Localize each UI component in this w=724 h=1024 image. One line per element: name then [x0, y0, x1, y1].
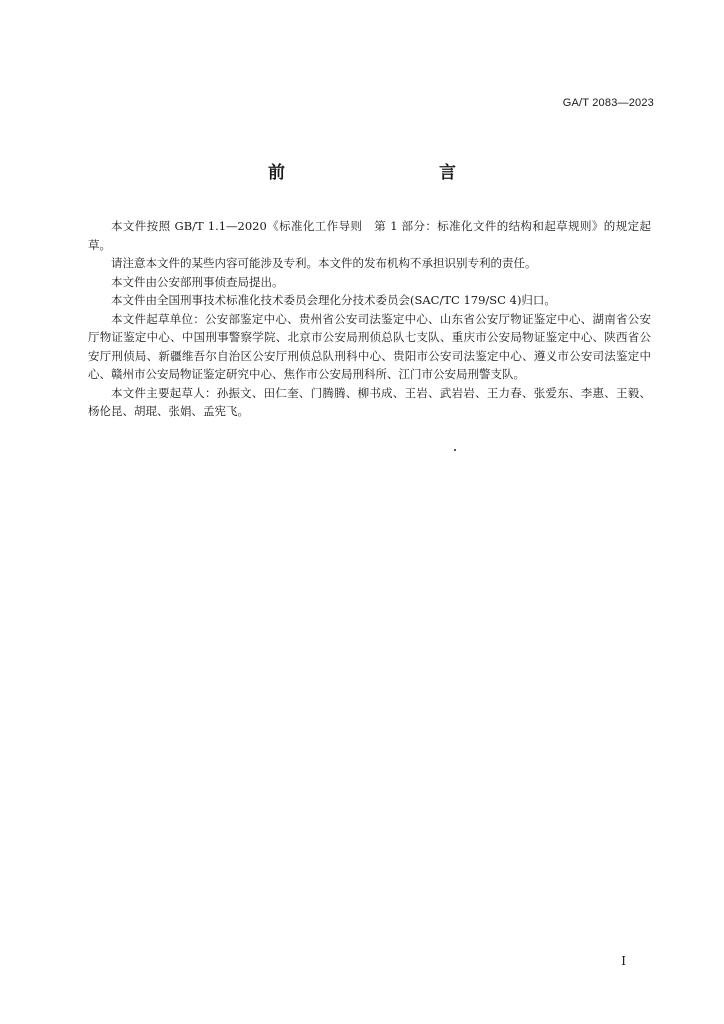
paragraph-patent-notice: 请注意本文件的某些内容可能涉及专利。本文件的发布机构不承担识别专利的责任。 — [111, 256, 537, 270]
standard-code: GA/T 2083—2023 — [562, 97, 654, 109]
paragraph-drafting-units: 本文件起草单位：公安部鉴定中心、贵州省公安司法鉴定中心、山东省公安厅物证鉴定中心、湖南省公安厅物证鉴定中心、中国刑事警察学院、北京市公安局刑侦总队七支队、重庆市公安局物证鉴定中心、陕西省公安厅刑侦局、新疆维吾尔自治区公安厅刑侦总队刑科中心、贵阳市公安司法鉴定中心、遵义市公安司法鉴定中心、赣州市公安局物证鉴定研究中心、焦作市公安局刑科所、江门市公安局刑警支队。 — [88, 311, 651, 381]
foreword-body — [88, 217, 651, 421]
page-title: 前 言 — [268, 163, 496, 183]
scan-speck — [454, 449, 456, 451]
page-number: I — [621, 954, 626, 968]
paragraph-drafters: 本文件主要起草人：孙振文、田仁奎、门腾腾、柳书成、王岩、武岩岩、王力春、张爱东、李惠、王毅、杨伦昆、胡琨、张娟、孟宪飞。 — [88, 385, 651, 418]
paragraph-proposer: 本文件由公安部刑事侦查局提出。 — [111, 274, 284, 289]
paragraph-committee: 本文件由全国刑事技术标准化技术委员会理化分技术委员会(SAC/TC 179/SC 4)归口。 — [111, 293, 556, 307]
paragraph-drafting-rules: 本文件按照 GB/T 1.1—2020《标准化工作导则 第 1 部分：标准化文件的结构和起草规则》的规定起草。 — [88, 219, 651, 252]
